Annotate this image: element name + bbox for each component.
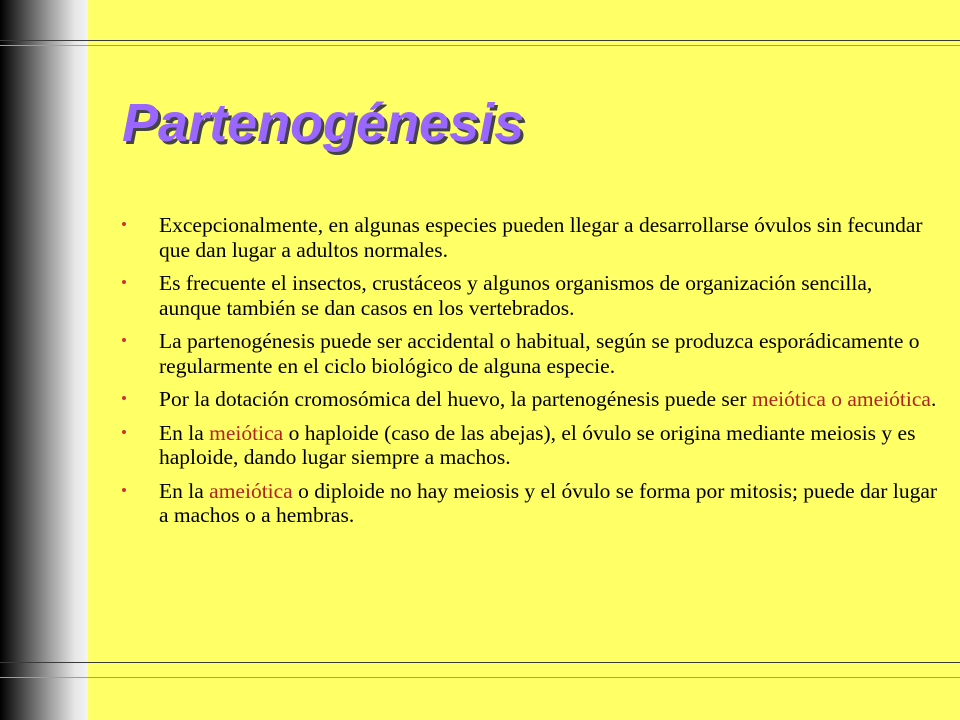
bullet-text: Es frecuente el insectos, crustáceos y algunos organismos de organización sencilla, aunque también se dan casos en los vertebrados. [159,271,873,320]
bullet-item [118,329,938,378]
highlighted-term: meiótica [209,420,284,445]
bullet-dot-icon [122,430,126,434]
bullet-item [118,479,938,528]
bullet-dot-icon [122,488,126,492]
highlighted-term: ameiótica [209,478,293,503]
bullet-dot-icon [122,338,126,342]
bullet-item [118,213,938,262]
bullet-dot-icon [122,396,126,400]
bullet-list [118,213,938,537]
bullet-text-after: o haploide (caso de las abejas), el óvulo se origina mediante meiosis y es haploide, dando lugar siempre a machos. [159,420,916,469]
bullet-text-after: . [930,387,937,411]
bullet-text-before: En la [159,478,210,503]
bullet-text: La partenogénesis puede ser accidental o habitual, según se produzca esporádicamente o regularmente en el ciclo biológico de alguna especie. [159,329,920,378]
gradient-side-bar [0,0,88,720]
bullet-dot-icon [122,222,126,226]
bullet-text: Excepcionalmente, en algunas especies pueden llegar a desarrollarse óvulos sin fecundar que dan lugar a adultos normales. [159,213,923,262]
bullet-text-before: Por la dotación cromosómica del huevo, la partenogénesis puede ser [159,387,752,411]
bottom-rule-pink-line [0,677,960,678]
top-rule-pink-line [0,45,960,46]
bullet-item [118,271,938,320]
bottom-rule-dark-line [0,662,960,663]
bullet-item [118,421,938,470]
top-rule-dark-line [0,40,960,41]
bullet-item [118,387,938,412]
slide-title: Partenogénesis [122,93,525,153]
bullet-text-after: o diploide no hay meiosis y el óvulo se forma por mitosis; puede dar lugar a machos o a hembras. [159,478,938,527]
bullet-text-before: En la [159,420,210,445]
highlighted-term: meiótica o ameiótica [751,387,931,411]
bullet-dot-icon [122,280,126,284]
